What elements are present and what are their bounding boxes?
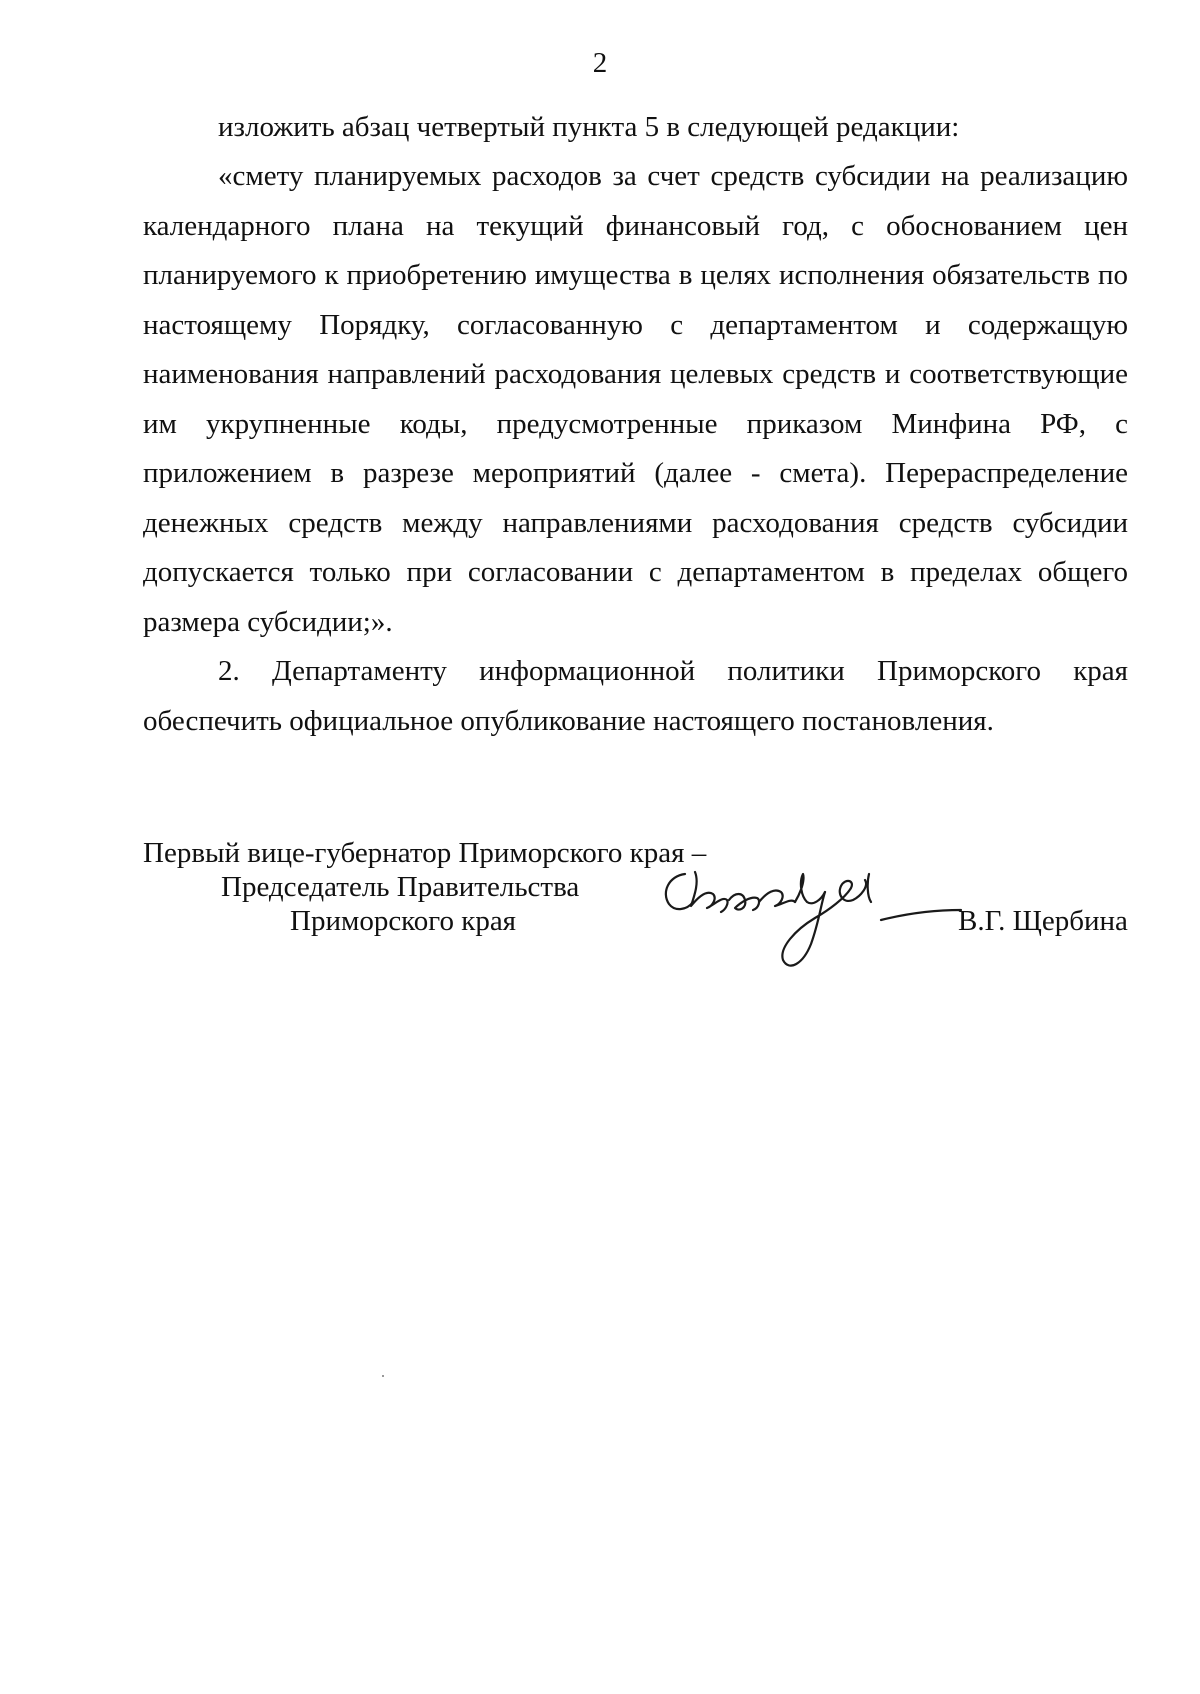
signatory-position-line-3: Приморского края (290, 905, 517, 937)
paragraph-amendment-intro: изложить абзац четвертый пункта 5 в следующей редакции: (218, 111, 960, 143)
signatory-name: В.Г. Щербина (958, 905, 1128, 937)
paragraph-amendment-text: «смету планируемых расходов за счет средств субсидии на реализацию календарного плана на текущий финансовый год, с обоснованием цен планируемого к приобретению имущества в целях исполнения обязательств по настоящему Порядку, согласованную с департаментом и содержащую наименования направлений расходования целевых средств и соответствующие им укрупненные коды, предусмотренные приказом Минфина РФ, с приложением в разрезе мероприятий (далее - смета). Перераспределение денежных средств между направлениями расходования средств субсидии допускается только при согласовании с департаментом в пределах общего размера субсидии;». (143, 160, 1128, 638)
scan-artifact (382, 1375, 384, 1377)
page-number: 2 (592, 47, 608, 79)
paragraph-publication-order: 2. Департаменту информационной политики Приморского края обеспечить официальное опубликование настоящего постановления. (143, 655, 1128, 737)
signatory-position-line-2: Председатель Правительства (221, 871, 580, 903)
signatory-position-line-1: Первый вице-губернатор Приморского края – (143, 837, 707, 869)
handwritten-signature (655, 852, 975, 992)
